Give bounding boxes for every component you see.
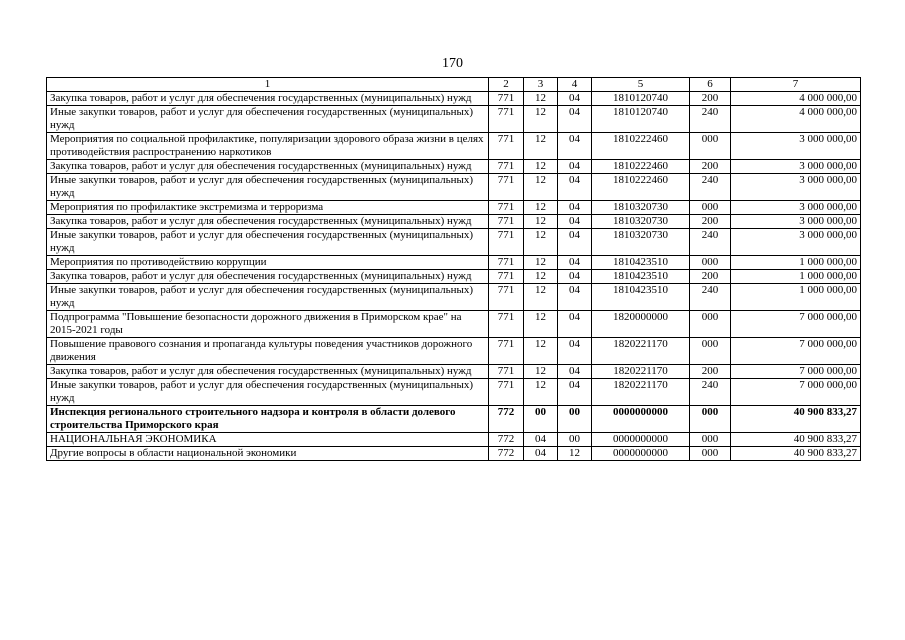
row-amount-cell: 3 000 000,00 [731, 133, 861, 160]
row-name-cell: Инспекция регионального строительного надзора и контроля в области долевого строительства Приморского края [47, 406, 489, 433]
row-subsection-cell: 04 [558, 133, 592, 160]
column-header: 4 [558, 78, 592, 92]
row-section-cell: 12 [524, 160, 558, 174]
row-expense-type-cell: 240 [690, 284, 731, 311]
row-amount-cell: 3 000 000,00 [731, 229, 861, 256]
table-row [47, 133, 861, 160]
row-section-cell: 04 [524, 447, 558, 461]
row-name-cell: Закупка товаров, работ и услуг для обеспечения государственных (муниципальных) нужд [47, 365, 489, 379]
row-target-cell: 1810222460 [592, 160, 690, 174]
row-name-cell: Иные закупки товаров, работ и услуг для обеспечения государственных (муниципальных) нужд [47, 106, 489, 133]
table-body [47, 92, 861, 461]
row-amount-cell: 7 000 000,00 [731, 365, 861, 379]
row-section-cell: 12 [524, 106, 558, 133]
row-name-cell: Иные закупки товаров, работ и услуг для обеспечения государственных (муниципальных) нужд [47, 284, 489, 311]
column-header: 7 [731, 78, 861, 92]
row-amount-cell: 7 000 000,00 [731, 379, 861, 406]
row-amount-cell: 7 000 000,00 [731, 311, 861, 338]
row-section-cell: 12 [524, 133, 558, 160]
row-section-cell: 12 [524, 270, 558, 284]
row-section-cell: 12 [524, 338, 558, 365]
row-subsection-cell: 04 [558, 229, 592, 256]
budget-table [46, 77, 861, 461]
row-target-cell: 1820221170 [592, 379, 690, 406]
row-section-cell: 12 [524, 201, 558, 215]
row-code-cell: 771 [489, 365, 524, 379]
table-row [47, 379, 861, 406]
row-code-cell: 771 [489, 160, 524, 174]
row-expense-type-cell: 000 [690, 133, 731, 160]
row-expense-type-cell: 000 [690, 256, 731, 270]
row-section-cell: 12 [524, 256, 558, 270]
page-number: 170 [442, 56, 463, 71]
column-header: 1 [47, 78, 489, 92]
row-target-cell: 1820000000 [592, 311, 690, 338]
row-expense-type-cell: 240 [690, 106, 731, 133]
column-header: 3 [524, 78, 558, 92]
row-name-cell: Закупка товаров, работ и услуг для обеспечения государственных (муниципальных) нужд [47, 92, 489, 106]
row-section-cell: 12 [524, 215, 558, 229]
row-expense-type-cell: 000 [690, 201, 731, 215]
column-header: 5 [592, 78, 690, 92]
row-amount-cell: 40 900 833,27 [731, 433, 861, 447]
row-amount-cell: 7 000 000,00 [731, 338, 861, 365]
row-code-cell: 771 [489, 133, 524, 160]
row-target-cell: 1810222460 [592, 133, 690, 160]
table-row [47, 433, 861, 447]
table-row [47, 284, 861, 311]
row-target-cell: 1810320730 [592, 215, 690, 229]
row-subsection-cell: 04 [558, 311, 592, 338]
row-target-cell: 1810120740 [592, 106, 690, 133]
row-name-cell: Мероприятия по профилактике экстремизма и терроризма [47, 201, 489, 215]
row-section-cell: 12 [524, 229, 558, 256]
row-amount-cell: 40 900 833,27 [731, 406, 861, 433]
row-subsection-cell: 04 [558, 201, 592, 215]
row-code-cell: 771 [489, 270, 524, 284]
row-code-cell: 771 [489, 284, 524, 311]
row-section-cell: 04 [524, 433, 558, 447]
row-name-cell: Мероприятия по социальной профилактике, популяризации здорового образа жизни в целях противодействия распространению наркотиков [47, 133, 489, 160]
row-expense-type-cell: 240 [690, 174, 731, 201]
row-code-cell: 771 [489, 311, 524, 338]
row-section-cell: 12 [524, 311, 558, 338]
row-code-cell: 772 [489, 433, 524, 447]
row-expense-type-cell: 200 [690, 215, 731, 229]
row-subsection-cell: 04 [558, 160, 592, 174]
row-code-cell: 772 [489, 447, 524, 461]
table-row [47, 229, 861, 256]
table-row [47, 256, 861, 270]
row-target-cell: 1820221170 [592, 338, 690, 365]
row-name-cell: Иные закупки товаров, работ и услуг для обеспечения государственных (муниципальных) нужд [47, 229, 489, 256]
table-row [47, 447, 861, 461]
row-section-cell: 12 [524, 284, 558, 311]
row-amount-cell: 4 000 000,00 [731, 106, 861, 133]
row-expense-type-cell: 000 [690, 406, 731, 433]
row-amount-cell: 40 900 833,27 [731, 447, 861, 461]
row-amount-cell: 1 000 000,00 [731, 284, 861, 311]
table-row [47, 160, 861, 174]
column-header: 2 [489, 78, 524, 92]
row-code-cell: 771 [489, 338, 524, 365]
row-name-cell: Подпрограмма "Повышение безопасности дорожного движения в Приморском крае" на 2015-2021 годы [47, 311, 489, 338]
table-row [47, 106, 861, 133]
row-section-cell: 12 [524, 174, 558, 201]
row-subsection-cell: 12 [558, 447, 592, 461]
row-target-cell: 1810423510 [592, 284, 690, 311]
row-target-cell: 0000000000 [592, 433, 690, 447]
table-row [47, 270, 861, 284]
row-code-cell: 771 [489, 256, 524, 270]
row-target-cell: 0000000000 [592, 447, 690, 461]
row-expense-type-cell: 000 [690, 311, 731, 338]
row-expense-type-cell: 200 [690, 92, 731, 106]
row-subsection-cell: 04 [558, 379, 592, 406]
table-header-row [47, 78, 861, 92]
row-expense-type-cell: 240 [690, 229, 731, 256]
row-target-cell: 0000000000 [592, 406, 690, 433]
row-target-cell: 1810320730 [592, 229, 690, 256]
row-section-cell: 12 [524, 365, 558, 379]
table-row [47, 406, 861, 433]
table-row [47, 365, 861, 379]
row-amount-cell: 4 000 000,00 [731, 92, 861, 106]
table-row [47, 338, 861, 365]
row-target-cell: 1810423510 [592, 270, 690, 284]
row-code-cell: 772 [489, 406, 524, 433]
row-target-cell: 1810222460 [592, 174, 690, 201]
row-name-cell: Закупка товаров, работ и услуг для обеспечения государственных (муниципальных) нужд [47, 215, 489, 229]
row-code-cell: 771 [489, 174, 524, 201]
row-subsection-cell: 00 [558, 433, 592, 447]
row-target-cell: 1810120740 [592, 92, 690, 106]
row-amount-cell: 3 000 000,00 [731, 160, 861, 174]
column-header: 6 [690, 78, 731, 92]
row-subsection-cell: 04 [558, 365, 592, 379]
row-subsection-cell: 00 [558, 406, 592, 433]
table-row [47, 311, 861, 338]
row-name-cell: Иные закупки товаров, работ и услуг для обеспечения государственных (муниципальных) нужд [47, 174, 489, 201]
row-target-cell: 1820221170 [592, 365, 690, 379]
row-subsection-cell: 04 [558, 284, 592, 311]
row-name-cell: Повышение правового сознания и пропаганда культуры поведения участников дорожного движения [47, 338, 489, 365]
row-name-cell: Закупка товаров, работ и услуг для обеспечения государственных (муниципальных) нужд [47, 270, 489, 284]
row-amount-cell: 3 000 000,00 [731, 174, 861, 201]
row-subsection-cell: 04 [558, 270, 592, 284]
row-subsection-cell: 04 [558, 106, 592, 133]
row-code-cell: 771 [489, 215, 524, 229]
row-expense-type-cell: 240 [690, 379, 731, 406]
row-subsection-cell: 04 [558, 92, 592, 106]
row-amount-cell: 1 000 000,00 [731, 270, 861, 284]
row-expense-type-cell: 000 [690, 433, 731, 447]
row-expense-type-cell: 200 [690, 270, 731, 284]
row-expense-type-cell: 200 [690, 160, 731, 174]
row-name-cell: Мероприятия по противодействию коррупции [47, 256, 489, 270]
row-subsection-cell: 04 [558, 215, 592, 229]
row-amount-cell: 3 000 000,00 [731, 215, 861, 229]
table-row [47, 92, 861, 106]
row-name-cell: Другие вопросы в области национальной экономики [47, 447, 489, 461]
row-section-cell: 00 [524, 406, 558, 433]
row-amount-cell: 1 000 000,00 [731, 256, 861, 270]
table-row [47, 201, 861, 215]
row-expense-type-cell: 000 [690, 338, 731, 365]
row-code-cell: 771 [489, 229, 524, 256]
row-expense-type-cell: 000 [690, 447, 731, 461]
row-subsection-cell: 04 [558, 174, 592, 201]
row-code-cell: 771 [489, 379, 524, 406]
row-subsection-cell: 04 [558, 256, 592, 270]
row-code-cell: 771 [489, 92, 524, 106]
row-target-cell: 1810423510 [592, 256, 690, 270]
row-name-cell: Иные закупки товаров, работ и услуг для обеспечения государственных (муниципальных) нужд [47, 379, 489, 406]
row-code-cell: 771 [489, 201, 524, 215]
row-code-cell: 771 [489, 106, 524, 133]
row-expense-type-cell: 200 [690, 365, 731, 379]
row-subsection-cell: 04 [558, 338, 592, 365]
row-target-cell: 1810320730 [592, 201, 690, 215]
row-section-cell: 12 [524, 92, 558, 106]
row-section-cell: 12 [524, 379, 558, 406]
row-name-cell: НАЦИОНАЛЬНАЯ ЭКОНОМИКА [47, 433, 489, 447]
row-name-cell: Закупка товаров, работ и услуг для обеспечения государственных (муниципальных) нужд [47, 160, 489, 174]
table-row [47, 174, 861, 201]
table-row [47, 215, 861, 229]
row-amount-cell: 3 000 000,00 [731, 201, 861, 215]
